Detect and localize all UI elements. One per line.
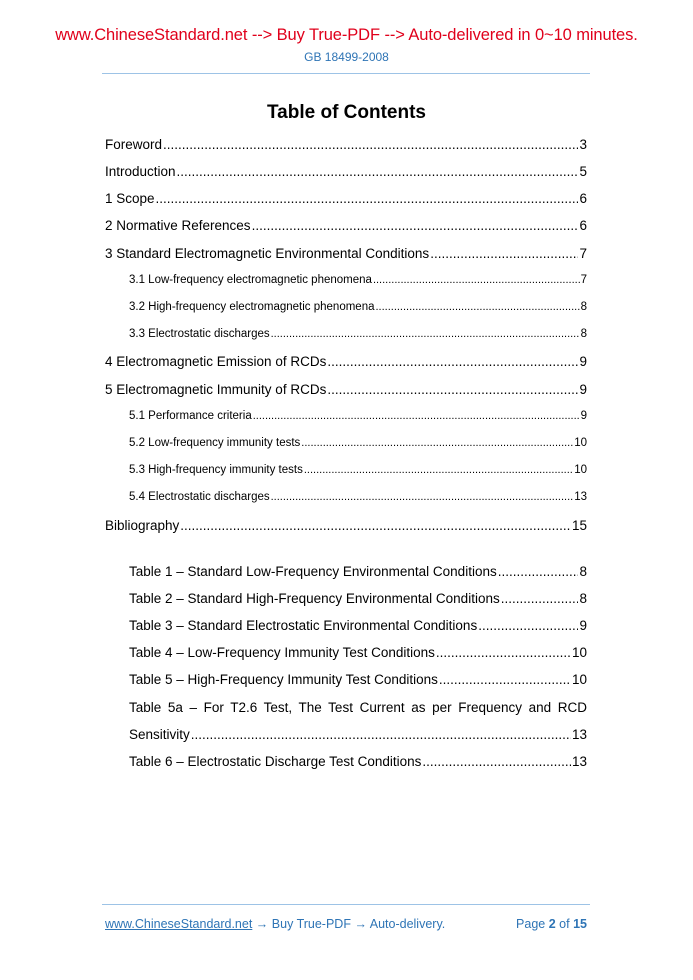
toc-entry-section-3[interactable]: 3 Standard Electromagnetic Environmental Conditions ..... 7 [105, 246, 587, 261]
toc-table-5a-line1[interactable]: Table 5a – For T2.6 Test, The Test Current as per Frequency and RCD [129, 700, 587, 715]
toc-entry-section-3-3[interactable]: 3.3 Electrostatic discharges ..... 8 [105, 328, 587, 340]
page-total: 15 [573, 917, 587, 931]
toc-entry-section-5[interactable]: 5 Electromagnetic Immunity of RCDs ..... 9 [105, 382, 587, 397]
toc-entry-normative-references[interactable]: 2 Normative References ..... 6 [105, 218, 587, 233]
page-title: Table of Contents [266, 102, 427, 123]
toc-entry-section-5-1[interactable]: 5.1 Performance criteria ..... 9 [105, 410, 587, 422]
page-current: 2 [548, 917, 556, 931]
toc-table-2[interactable]: Table 2 – Standard High-Frequency Environmental Conditions ..... 8 [105, 591, 587, 606]
header-rule [102, 73, 590, 74]
footer-auto-text: Auto-delivery. [369, 917, 446, 931]
footer-buy-text: Buy True-PDF [271, 917, 351, 931]
toc-entry-section-5-4[interactable]: 5.4 Electrostatic discharges ..... 13 [105, 491, 587, 503]
toc-entry-bibliography[interactable]: Bibliography ..... 15 [105, 518, 587, 533]
arrow-right-icon: → [354, 917, 367, 931]
footer [105, 917, 587, 931]
toc-table-6[interactable]: Table 6 – Electrostatic Discharge Test Conditions ..... 13 [105, 754, 587, 769]
footer-left [105, 917, 445, 931]
toc-entry-introduction[interactable]: Introduction ..... 5 [105, 164, 587, 179]
toc-entry-section-4[interactable]: 4 Electromagnetic Emission of RCDs ..... 9 [105, 354, 587, 369]
toc-entry-section-3-1[interactable]: 3.1 Low-frequency electromagnetic phenomena ..... 7 [105, 274, 587, 286]
footer-rule [102, 904, 590, 905]
toc-entry-section-3-2[interactable]: 3.2 High-frequency electromagnetic phenomena ..... 8 [105, 301, 587, 313]
page-indicator: Page 2 of 15 [516, 917, 587, 931]
toc-table-5a-line2[interactable]: Sensitivity ..... 13 [105, 727, 587, 742]
toc-entry-section-5-2[interactable]: 5.2 Low-frequency immunity tests ..... 10 [105, 437, 587, 449]
footer-site-link[interactable]: www.ChineseStandard.net [105, 917, 253, 931]
toc-table-5[interactable]: Table 5 – High-Frequency Immunity Test Conditions ..... 10 [105, 672, 587, 687]
toc-table-1[interactable]: Table 1 – Standard Low-Frequency Environmental Conditions ..... 8 [105, 564, 587, 579]
toc-table-3[interactable]: Table 3 – Standard Electrostatic Environmental Conditions ..... 9 [105, 618, 587, 633]
toc-table-4[interactable]: Table 4 – Low-Frequency Immunity Test Conditions ..... 10 [105, 645, 587, 660]
toc-entry-scope[interactable]: 1 Scope ..... 6 [105, 191, 587, 206]
arrow-right-icon: → [255, 917, 269, 931]
toc-entry-section-5-3[interactable]: 5.3 High-frequency immunity tests ..... 10 [105, 464, 587, 476]
toc-entry-foreword[interactable]: Foreword ..... 3 [105, 137, 587, 152]
header-banner: www.ChineseStandard.net --> Buy True-PDF --> Auto-delivered in 0~10 minutes. [55, 26, 638, 44]
document-id: GB 18499-2008 [304, 50, 389, 64]
